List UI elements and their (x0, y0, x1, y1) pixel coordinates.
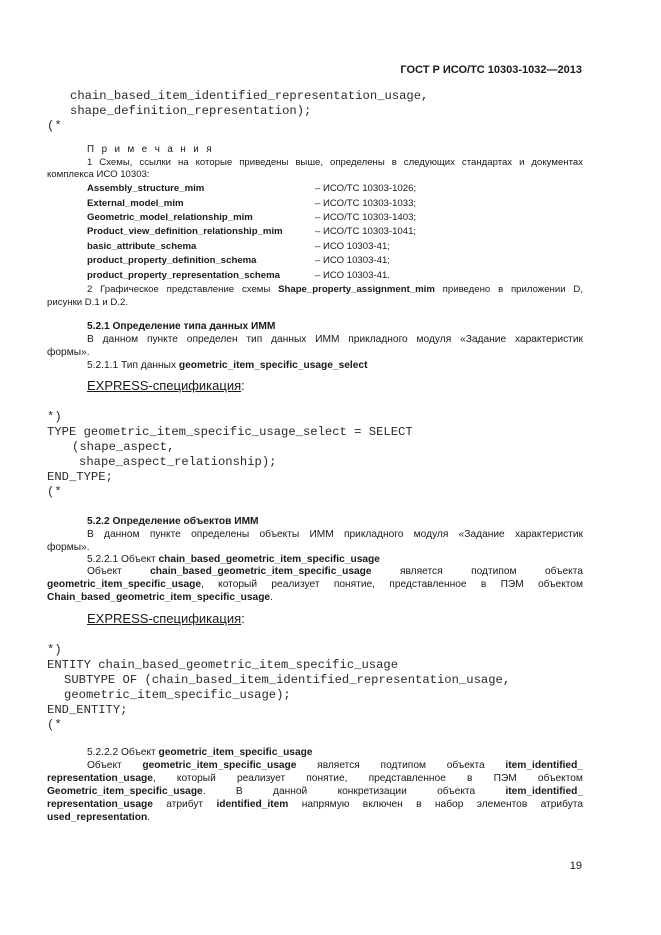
paragraph-line: формы». (47, 542, 90, 553)
note-1-line-2: комплекса ИСО 10303: (47, 169, 150, 180)
code-line: chain_based_item_identified_representation_usage, (70, 89, 429, 103)
code-line: (shape_aspect, (72, 440, 175, 454)
paragraph-line: representation_usage, который реализует понятие, представленное в ПЭМ объектом (47, 773, 583, 784)
note-2-line-2: рисунки D.1 и D.2. (47, 297, 129, 308)
paragraph-line: used_representation. (47, 812, 151, 823)
express-spec-label: EXPRESS-спецификация: (87, 378, 245, 393)
note-1-line-1: 1 Схемы, ссылки на которые приведены выше, определены в следующих стандартах и документах (87, 157, 583, 168)
page-number: 19 (569, 860, 582, 872)
paragraph-line: В данном пункте определены объекты ИММ прикладного модуля «Задание характеристик (87, 529, 583, 540)
schema-name: Product_view_definition_relationship_mim (87, 226, 283, 237)
code-line: shape_aspect_relationship); (79, 455, 277, 469)
code-line: TYPE geometric_item_specific_usage_select = SELECT (47, 425, 413, 439)
express-spec-label: EXPRESS-спецификация: (87, 611, 245, 626)
paragraph-line: Объект geometric_item_specific_usage является подтипом объекта item_identified_ (87, 760, 583, 771)
paragraph-line: В данном пункте определен тип данных ИММ прикладного модуля «Задание характеристик (87, 334, 583, 345)
paragraph-line: Chain_based_geometric_item_specific_usage. (47, 592, 273, 603)
code-line: *) (47, 410, 62, 424)
schema-name: External_model_mim (87, 198, 184, 209)
code-line: *) (47, 643, 62, 657)
code-line: SUBTYPE OF (chain_based_item_identified_representation_usage, (64, 673, 511, 687)
code-line: shape_definition_representation); (70, 104, 312, 118)
code-line: geometric_item_specific_usage); (64, 688, 291, 702)
schema-ref: – ИСО/ТС 10303-1403; (315, 212, 417, 223)
code-line: (* (47, 485, 62, 499)
document-header: ГОСТ Р ИСО/ТС 10303-1032—2013 (400, 64, 582, 76)
code-line: (* (47, 119, 62, 133)
schema-ref: – ИСО/ТС 10303-1041; (315, 226, 417, 237)
schema-ref: – ИСО 10303-41; (315, 241, 390, 252)
paragraph-line: representation_usage атрибут identified_item напрямую включен в набор элементов атрибута (47, 799, 583, 810)
subsection-heading: 5.2.2.2 Объект geometric_item_specific_usage (87, 747, 313, 758)
notes-title: П р и м е ч а н и я (87, 144, 214, 155)
schema-ref: – ИСО/ТС 10303-1026; (315, 183, 417, 194)
section-heading: 5.2.1 Определение типа данных ИММ (87, 321, 276, 332)
schema-name: product_property_definition_schema (87, 255, 257, 266)
section-heading: 5.2.2 Определение объектов ИММ (87, 516, 259, 527)
code-line: ENTITY chain_based_geometric_item_specific_usage (47, 658, 399, 672)
schema-ref: – ИСО 10303-41; (315, 255, 390, 266)
paragraph-line: формы». (47, 347, 90, 358)
paragraph-line: Объект chain_based_geometric_item_specific_usage является подтипом объекта (87, 566, 583, 577)
schema-ref: – ИСО 10303-41. (315, 270, 390, 281)
paragraph-line: geometric_item_specific_usage, который реализует понятие, представленное в ПЭМ объектом (47, 579, 583, 590)
subsection-heading: 5.2.2.1 Объект chain_based_geometric_item_specific_usage (87, 554, 380, 565)
code-line: END_TYPE; (47, 470, 113, 484)
schema-name: Geometric_model_relationship_mim (87, 212, 253, 223)
paragraph-line: Geometric_item_specific_usage. В данной конкретизации объекта item_identified_ (47, 786, 583, 797)
subsection-heading: 5.2.1.1 Тип данных geometric_item_specific_usage_select (87, 360, 368, 371)
schema-ref: – ИСО/ТС 10303-1033; (315, 198, 417, 209)
code-line: END_ENTITY; (47, 703, 128, 717)
schema-name: basic_attribute_schema (87, 241, 197, 252)
schema-name: product_property_representation_schema (87, 270, 280, 281)
schema-name: Assembly_structure_mim (87, 183, 205, 194)
note-2-line-1: 2 Графическое представление схемы Shape_property_assignment_mim приведено в приложении D, (87, 284, 583, 295)
code-line: (* (47, 718, 62, 732)
